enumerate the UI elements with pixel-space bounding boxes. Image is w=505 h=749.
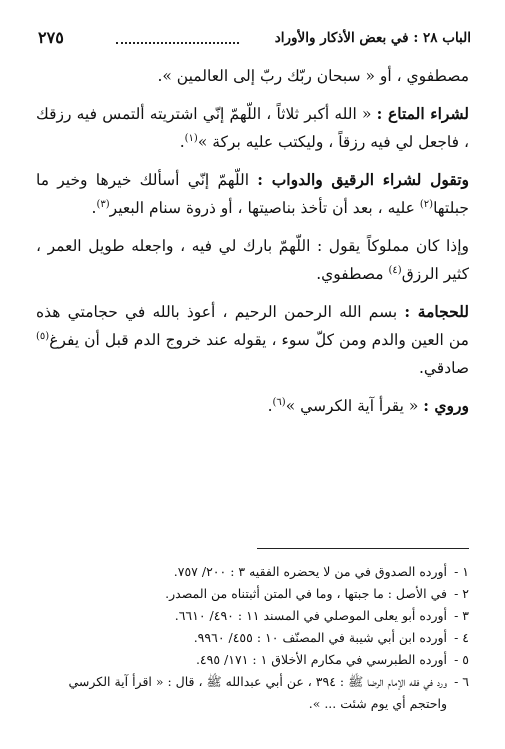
footnote bbox=[36, 605, 469, 627]
footnote-ref: (٣) bbox=[96, 198, 110, 210]
paragraph-end: مصطفوي. bbox=[316, 265, 389, 283]
footnote bbox=[36, 671, 469, 715]
footnote-text: ورد في فقه الإمام الرضا ﷺ : ٣٩٤ ، عن أبي عبدالله ﷺ ، قال : « اقرأ آية الكرسي واحتجم أي يوم شئت ... ». bbox=[68, 674, 447, 711]
paragraph-text: « يقرأ آية الكرسي » bbox=[285, 397, 424, 415]
footnote-ref: (٥) bbox=[36, 330, 50, 342]
footnote bbox=[36, 649, 469, 671]
footnote-text: أورده الطبرسي في مكارم الأخلاق ١ : ١٧١/ ٤٩٥. bbox=[195, 652, 447, 667]
page-number: ٢٧٥ bbox=[38, 28, 64, 47]
footnote-text: في الأصل : ما جبتها ، وما في المتن أثبتناه من المصدر. bbox=[165, 586, 447, 601]
footnotes bbox=[36, 561, 469, 715]
paragraph-end: . bbox=[267, 397, 273, 415]
footnote-ref: (٢) bbox=[419, 198, 434, 210]
footnote-separator bbox=[257, 548, 469, 549]
footnote-number: ٣ - bbox=[454, 608, 469, 623]
footnote-number: ٥ - bbox=[454, 652, 469, 667]
paragraph-text: وإذا كان مملوكاً يقول : اللّهمّ بارك لي فيه ، واجعله طويل العمر ، كثير الرزق bbox=[36, 237, 469, 283]
paragraph-heading: وتقول لشراء الرقيق والدواب : bbox=[257, 170, 469, 189]
footnote-text: أورده أبو يعلى الموصلي في المسند ١١ : ٤٩٠/ ٦٦١٠. bbox=[174, 608, 447, 623]
paragraph-heading: لشراء المتاع : bbox=[376, 104, 470, 123]
footnote-ref: (١) bbox=[184, 132, 198, 144]
footnote-number: ٤ - bbox=[454, 630, 469, 645]
leader-dots bbox=[116, 32, 239, 44]
footnote-number: ٢ - bbox=[454, 586, 469, 601]
footnote bbox=[36, 561, 469, 583]
main-text bbox=[36, 62, 469, 430]
footnote bbox=[36, 583, 469, 605]
paragraph-text: بسم الله الرحمن الرحيم ، أعوذ بالله في حجامتي هذه من العين والدم ومن كلّ سوء ، يقوله عند خروج الدم قبل أن يفرغ bbox=[36, 303, 469, 349]
footnote-ref: (٦) bbox=[272, 396, 286, 408]
page-header bbox=[38, 30, 471, 52]
running-title: الباب ٢٨ : في بعض الأذكار والأوراد bbox=[274, 30, 471, 46]
paragraph-5 bbox=[36, 392, 469, 420]
paragraph-end: . bbox=[91, 199, 97, 217]
paragraph-text: اللّهمّ إنّي أسألك خيرها وخير ما جبلتها bbox=[36, 171, 469, 217]
paragraph-text: « الله أكبر ثلاثاً ، اللّهمّ إنّي اشتريته ألتمس فيه رزقك ، فاجعل لي فيه رزقاً ، وليكتب عليه بركة » bbox=[36, 105, 469, 151]
footnote-ref: (٤) bbox=[388, 264, 402, 276]
paragraph-text: مصطفوي ، أو « سبحان ربّك ربّ إلى العالمين ». bbox=[157, 67, 469, 85]
footnote-number: ٦ - bbox=[454, 674, 469, 689]
paragraph-heading: للحجامة : bbox=[404, 302, 469, 321]
paragraph-4 bbox=[36, 298, 469, 382]
footnote bbox=[36, 627, 469, 649]
footnote-text: أورده الصدوق في من لا يحضره الفقيه ٣ : ٢٠٠/ ٧٥٧. bbox=[173, 564, 447, 579]
paragraph-text: عليه ، بعد أن تأخذ بناصيتها ، أو ذروة سنام البعير bbox=[109, 199, 420, 217]
footnote-text: أورده ابن أبي شيبة في المصنّف ١٠ : ٤٥٥/ ٩٩٦٠. bbox=[193, 630, 447, 645]
paragraph-heading: وروي : bbox=[423, 396, 469, 415]
footnote-number: ١ - bbox=[454, 564, 469, 579]
paragraph-0 bbox=[36, 62, 469, 90]
paragraph-end: صادقي. bbox=[418, 359, 469, 377]
paragraph-3 bbox=[36, 232, 469, 288]
paragraph-1: لشراء المتاع : « الله أكبر ثلاثاً ، اللّهمّ إنّي اشتريته ألتمس فيه رزقك ، فاجعل لي فيه رزقاً ، وليكتب عليه بركة »$^{(١)}$. bbox=[36, 104, 470, 151]
paragraph-2 bbox=[36, 166, 469, 222]
